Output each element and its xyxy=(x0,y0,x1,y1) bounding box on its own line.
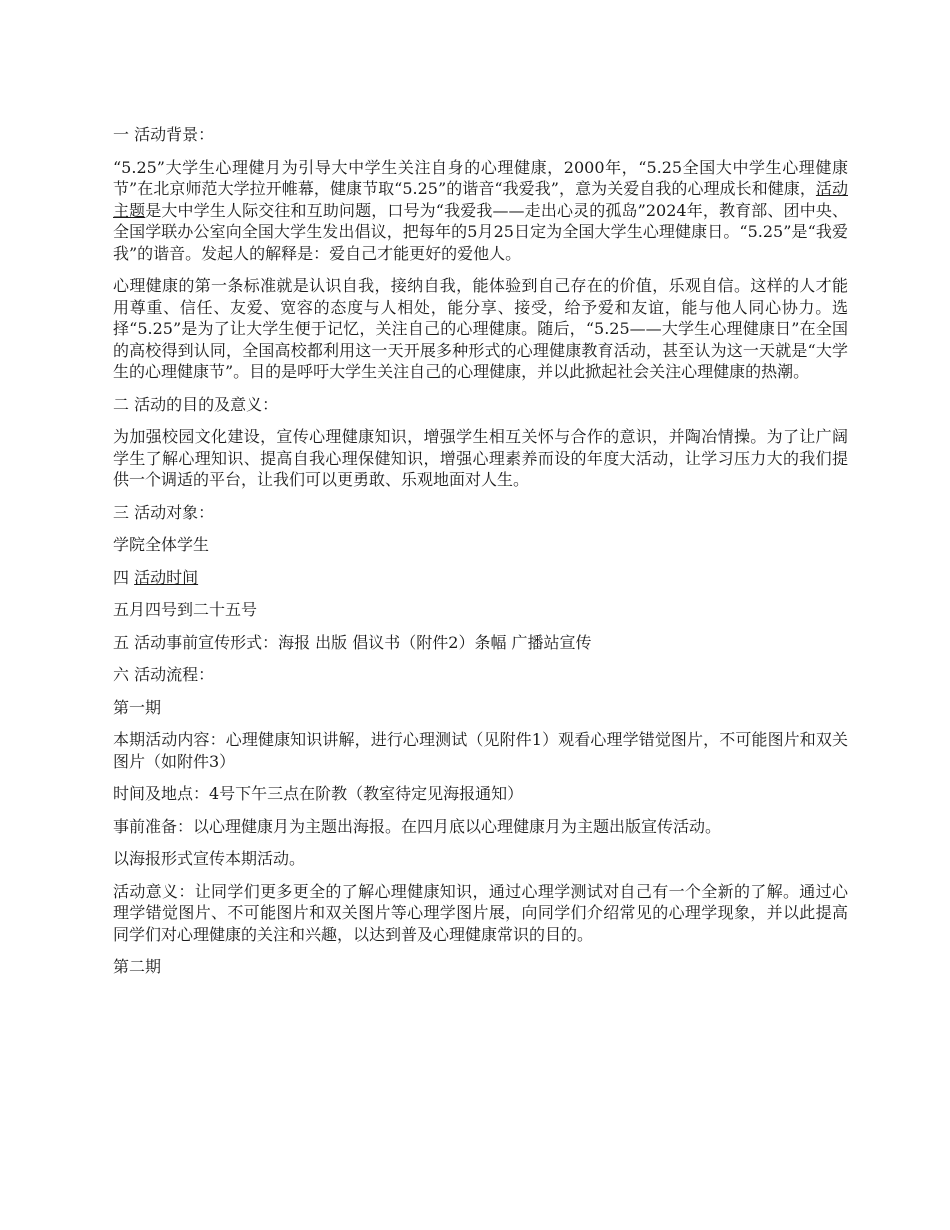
phase-1-meaning: 活动意义：让同学们更多更全的了解心理健康知识，通过心理学测试对自己有一个全新的了解。通过心理学错觉图片、不可能图片和双关图片等心理学图片展，向同学们介绍常见的心理学现象，并以此提高同学们对心理健康的关注和兴趣，以达到普及心理健康常识的目的。 xyxy=(113,881,848,944)
section-heading-flow: 六 活动流程： xyxy=(113,665,215,684)
target-paragraph: 学院全体学生 xyxy=(113,535,210,554)
phase-1-time-location: 时间及地点：4号下午三点在阶教（教室待定见海报通知） xyxy=(113,784,524,803)
background-paragraph-2: 心理健康的第一条标准就是认识自我，接纳自我，能体验到自己存在的价值，乐观自信。这样的人才能用尊重、信任、友爱、宽容的态度与人相处，能分享、接受，给予爱和友谊，能与他人同心协力。选择“5.25”是为了让大学生便于记忆，关注自己的心理健康。随后，“5.25——大学生心理健康日”在全国的高校得到认同，全国高校都利用这一天开展多种形式的心理健康教育活动，甚至认为这一天就是“大学生的心理健康节”。目的是呼吁大学生关注自己的心理健康，并以此掀起社会关注心理健康的热潮。 xyxy=(113,276,848,381)
document-body xyxy=(113,124,848,989)
time-paragraph: 五月四号到二十五号 xyxy=(113,600,258,619)
purpose-paragraph: 为加强校园文化建设，宣传心理健康知识，增强学生相互关怀与合作的意识，并陶冶情操。为了让广阔学生了解心理知识、提高自我心理保健知识，增强心理素养而设的年度大活动，让学习压力大的我们提供一个调适的平台，让我们可以更勇敢、乐观地面对人生。 xyxy=(113,427,848,489)
phase-1-poster-note: 以海报形式宣传本期活动。 xyxy=(113,849,306,868)
background-text-part-2: 是大中学生人际交往和互助问题，口号为“我爱我——走出心灵的孤岛”2024年，教育部、团中央、全国学联办公室向全国大学生发出倡议，把每年的5月25日定为全国大学生心理健康日。“5.25”是“我爱我”的谐音。发起人的解释是：爱自己才能更好的爱他人。 xyxy=(113,200,848,263)
section-heading-background: 一 活动背景： xyxy=(113,125,215,144)
background-text-part-1: “5.25”大学生心理健月为引导大中学生关注自身的心理健康，2000年，“5.25全国大中学生心理健康节”在北京师范大学拉开帷幕，健康节取“5.25”的谐音“我爱我”，意为关爱自我的心理成长和健康， xyxy=(113,157,848,198)
phase-2-title: 第二期 xyxy=(113,957,162,976)
time-heading-prefix: 四 xyxy=(113,567,135,587)
phase-1-title: 第一期 xyxy=(113,697,162,717)
phase-1-content: 本期活动内容：心理健康知识讲解，进行心理测试（见附件1）观看心理学错觉图片，不可能图片和双关图片（如附件3） xyxy=(113,730,848,771)
section-heading-time xyxy=(113,567,848,589)
section-heading-target: 三 活动对象： xyxy=(113,502,215,522)
section-heading-purpose: 二 活动的目的及意义： xyxy=(113,394,279,414)
promotion-paragraph: 五 活动事前宣传形式：海报 出版 倡议书（附件2）条幅 广播站宣传 xyxy=(113,632,592,652)
background-paragraph-1 xyxy=(113,157,848,265)
phase-1-preparation: 事前准备：以心理健康月为主题出海报。在四月底以心理健康月为主题出版宣传活动。 xyxy=(113,816,722,836)
activity-theme-link[interactable]: 活动主题 xyxy=(113,179,848,220)
activity-time-link[interactable]: 活动时间 xyxy=(134,567,199,587)
